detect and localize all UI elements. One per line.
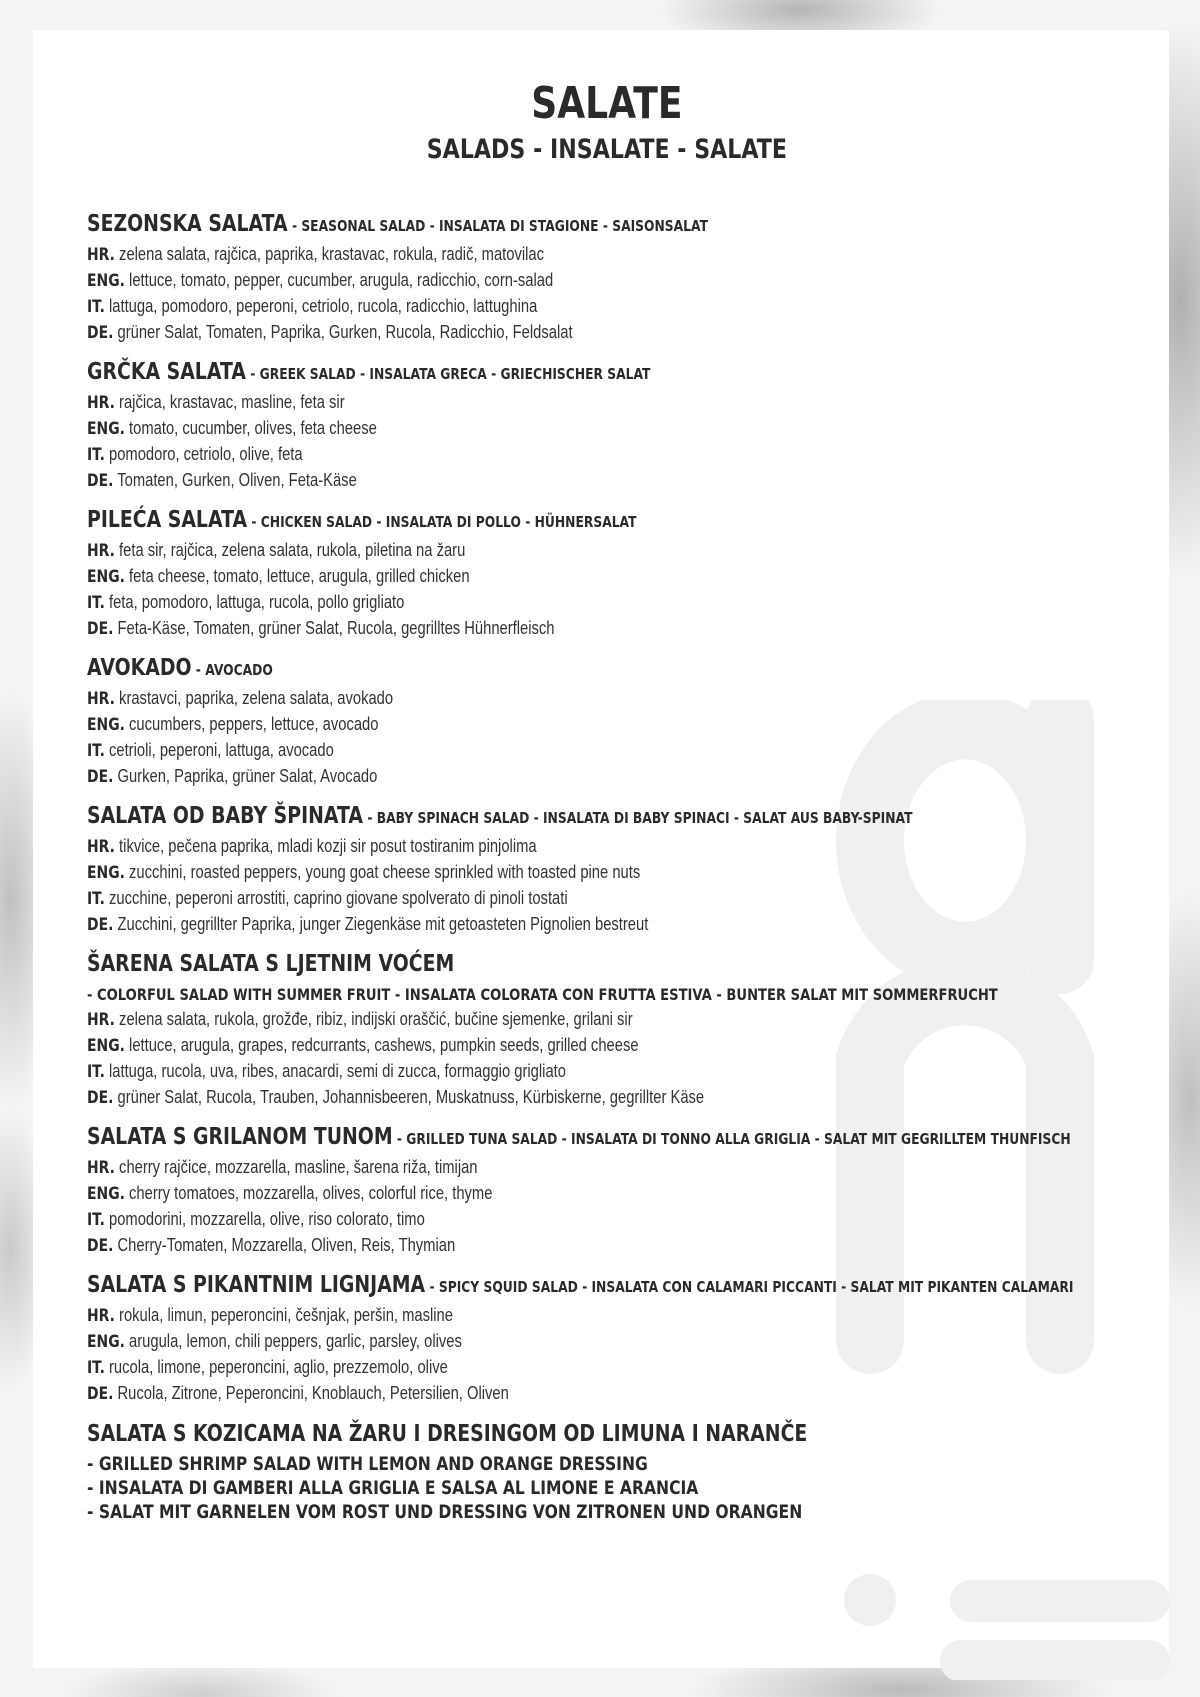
language-code: IT. [87,593,105,613]
ingredients: zelena salata, rukola, grožđe, ribiz, indijski oraščić, bučine sjemenke, grilani sir [114,1009,633,1029]
salad-translations: - CHICKEN SALAD - INSALATA DI POLLO - HÜHNERSALAT [247,513,637,531]
language-code: ENG. [87,419,125,439]
language-code: HR. [87,689,115,709]
language-code: IT. [87,445,105,465]
ingredient-row [87,468,1120,494]
language-code: ENG. [87,715,125,735]
salad-name: SALATA OD BABY ŠPINATA [87,803,364,829]
salad-name: SALATA S PIKANTNIM LIGNJAMA [87,1272,426,1298]
salad-heading [87,801,1120,834]
ingredient-row [87,1381,1120,1407]
salad-section [87,653,1120,790]
translation-line: - GRILLED SHRIMP SALAD WITH LEMON AND ORANGE DRESSING [87,1453,648,1475]
ingredients: cucumbers, peppers, lettuce, avocado [124,714,379,734]
ingredients: tikvice, pečena paprika, mladi kozji sir posut tostiranim pinjolima [114,836,537,856]
language-code: HR. [87,1010,115,1030]
ingredient-row [87,242,1120,268]
ingredients: Cherry-Tomaten, Mozzarella, Oliven, Reis, Thymian [113,1235,456,1255]
ingredient-row [87,712,1120,738]
salad-heading [87,653,1120,686]
ingredients: cetrioli, peperoni, lattuga, avocado [104,740,334,760]
language-code: ENG. [87,271,125,291]
ingredient-row [87,320,1120,346]
language-code: IT. [87,741,105,761]
ingredients: tomato, cucumber, olives, feta cheese [124,418,377,438]
ingredients: krastavci, paprika, zelena salata, avokado [114,688,394,708]
ingredients: Rucola, Zitrone, Peperoncini, Knoblauch, Petersilien, Oliven [113,1383,509,1403]
salad-name: PILEĆA SALATA [87,507,248,533]
ingredient-row [87,1007,1120,1033]
salad-translations: - SEASONAL SALAD - INSALATA DI STAGIONE - SAISONSALAT [287,217,708,235]
salad-section [87,1270,1120,1407]
ingredients: grüner Salat, Rucola, Trauben, Johannisbeeren, Muskatnuss, Kürbiskerne, gegrillter Käse [113,1087,705,1107]
ingredients: pomodorini, mozzarella, olive, riso colorato, timo [104,1209,425,1229]
ingredient-row [87,764,1120,790]
salad-name: SALATA S GRILANOM TUNOM [87,1124,393,1150]
salad-translations: - COLORFUL SALAD WITH SUMMER FRUIT - INSALATA COLORATA CON FRUTTA ESTIVA - BUNTER SALAT MIT SOMMERFRUCHT [87,985,998,1004]
language-code: HR. [87,1158,115,1178]
language-code: DE. [87,1384,114,1404]
ingredient-row [87,1233,1120,1259]
ingredients: feta, pomodoro, lattuga, rucola, pollo grigliato [104,592,405,612]
page-title: SALATE [531,78,683,129]
ingredient-row [87,912,1120,938]
salad-heading [87,505,1120,538]
ingredients: arugula, lemon, chili peppers, garlic, parsley, olives [124,1331,462,1351]
ingredient-row [87,616,1120,642]
salad-name: AVOKADO [87,655,192,681]
ingredients: lettuce, tomato, pepper, cucumber, arugula, radicchio, corn-salad [124,270,554,290]
salad-heading [87,209,1120,242]
language-code: ENG. [87,567,125,587]
salad-section [87,801,1120,938]
salad-translations: - GREEK SALAD - INSALATA GRECA - GRIECHISCHER SALAT [245,365,651,383]
ingredient-row [87,590,1120,616]
ingredient-row [87,686,1120,712]
ingredients: rokula, limun, peperoncini, češnjak, peršin, masline [114,1305,453,1325]
language-code: DE. [87,767,114,787]
ingredient-row [87,268,1120,294]
ingredient-row [87,1207,1120,1233]
ingredients: Zucchini, gegrillter Paprika, junger Ziegenkäse mit getoasteten Pignolien bestreut [113,914,649,934]
ingredients: Tomaten, Gurken, Oliven, Feta-Käse [113,470,357,490]
language-code: HR. [87,541,115,561]
translation-line: - SALAT MIT GARNELEN VOM ROST UND DRESSING VON ZITRONEN UND ORANGEN [87,1501,803,1523]
salad-section [87,1419,1120,1524]
salad-name: SEZONSKA SALATA [87,211,288,237]
language-code: HR. [87,837,115,857]
ingredient-row [87,442,1120,468]
salad-name: SALATA S KOZICAMA NA ŽARU I DRESINGOM OD LIMUNA I NARANČE [87,1421,808,1447]
salad-translations: - GRILLED TUNA SALAD - INSALATA DI TONNO ALLA GRIGLIA - SALAT MIT GEGRILLTEM THUNFISCH [392,1130,1071,1148]
translation-line: - INSALATA DI GAMBERI ALLA GRIGLIA E SALSA AL LIMONE E ARANCIA [87,1477,699,1499]
language-code: DE. [87,1236,114,1256]
ingredient-row [87,860,1120,886]
language-code: DE. [87,915,114,935]
ingredients: grüner Salat, Tomaten, Paprika, Gurken, Rucola, Radicchio, Feldsalat [113,322,573,342]
ingredients: Gurken, Paprika, grüner Salat, Avocado [113,766,378,786]
ingredients: feta sir, rajčica, zelena salata, rukola, piletina na žaru [114,540,466,560]
ingredient-row [87,1085,1120,1111]
salad-section [87,209,1120,346]
ingredient-row [87,390,1120,416]
ingredients: lettuce, arugula, grapes, redcurrants, cashews, pumpkin seeds, grilled cheese [124,1035,639,1055]
ingredients: cherry rajčice, mozzarella, masline, šarena riža, timijan [114,1157,478,1177]
salad-heading [87,357,1120,390]
ingredients: Feta-Käse, Tomaten, grüner Salat, Rucola, gegrilltes Hühnerfleisch [113,618,555,638]
language-code: DE. [87,323,114,343]
ingredients: cherry tomatoes, mozzarella, olives, colorful rice, thyme [124,1183,493,1203]
ingredient-row [87,564,1120,590]
page-subtitle: SALADS - INSALATE - SALATE [426,134,788,165]
ingredients: zucchini, roasted peppers, young goat cheese sprinkled with toasted pine nuts [124,862,641,882]
salad-heading [87,1419,1120,1452]
salad-heading [87,1270,1120,1303]
ingredients: rucola, limone, peperoncini, aglio, prezzemolo, olive [104,1357,448,1377]
ingredients: lattuga, rucola, uva, ribes, anacardi, semi di zucca, formaggio grigliato [104,1061,566,1081]
ingredients: rajčica, krastavac, masline, feta sir [114,392,345,412]
ingredient-row [87,416,1120,442]
ingredient-row [87,1355,1120,1381]
language-code: DE. [87,471,114,491]
ingredients: pomodoro, cetriolo, olive, feta [104,444,303,464]
salad-name: ŠARENA SALATA S LJETNIM VOĆEM [87,951,455,977]
language-code: IT. [87,1358,105,1378]
language-code: HR. [87,1306,115,1326]
language-code: ENG. [87,863,125,883]
salad-translations: - SPICY SQUID SALAD - INSALATA CON CALAMARI PICCANTI - SALAT MIT PIKANTEN CALAMARI [425,1278,1074,1296]
ingredient-row [87,1155,1120,1181]
salad-section [87,505,1120,642]
language-code: IT. [87,297,105,317]
ingredients: zucchine, peperoni arrostiti, caprino giovane spolverato di pinoli tostati [104,888,568,908]
salad-name: GRČKA SALATA [87,359,246,385]
ingredient-row [87,1033,1120,1059]
language-code: ENG. [87,1184,125,1204]
language-code: HR. [87,245,115,265]
language-code: DE. [87,1088,114,1108]
language-code: DE. [87,619,114,639]
ingredients: feta cheese, tomato, lettuce, arugula, grilled chicken [124,566,470,586]
ingredient-row [87,834,1120,860]
language-code: IT. [87,1062,105,1082]
ingredient-row [87,738,1120,764]
salad-section [87,1122,1120,1259]
salad-translations: - AVOCADO [191,661,273,679]
salad-section [87,357,1120,494]
ingredient-row [87,1329,1120,1355]
ingredient-row [87,538,1120,564]
salad-heading [87,1122,1120,1155]
language-code: ENG. [87,1332,125,1352]
salad-heading [87,949,1120,982]
ingredient-row [87,294,1120,320]
salad-translations: - BABY SPINACH SALAD - INSALATA DI BABY SPINACI - SALAT AUS BABY-SPINAT [363,809,913,827]
ingredient-row [87,1181,1120,1207]
ingredient-row [87,886,1120,912]
language-code: IT. [87,889,105,909]
ingredient-row [87,1303,1120,1329]
ingredients: zelena salata, rajčica, paprika, krastavac, rokula, radič, matovilac [114,244,545,264]
salad-section [87,949,1120,1111]
ingredients: lattuga, pomodoro, peperoni, cetriolo, rucola, radicchio, lattughina [104,296,538,316]
language-code: HR. [87,393,115,413]
language-code: ENG. [87,1036,125,1056]
ingredient-row [87,1059,1120,1085]
language-code: IT. [87,1210,105,1230]
